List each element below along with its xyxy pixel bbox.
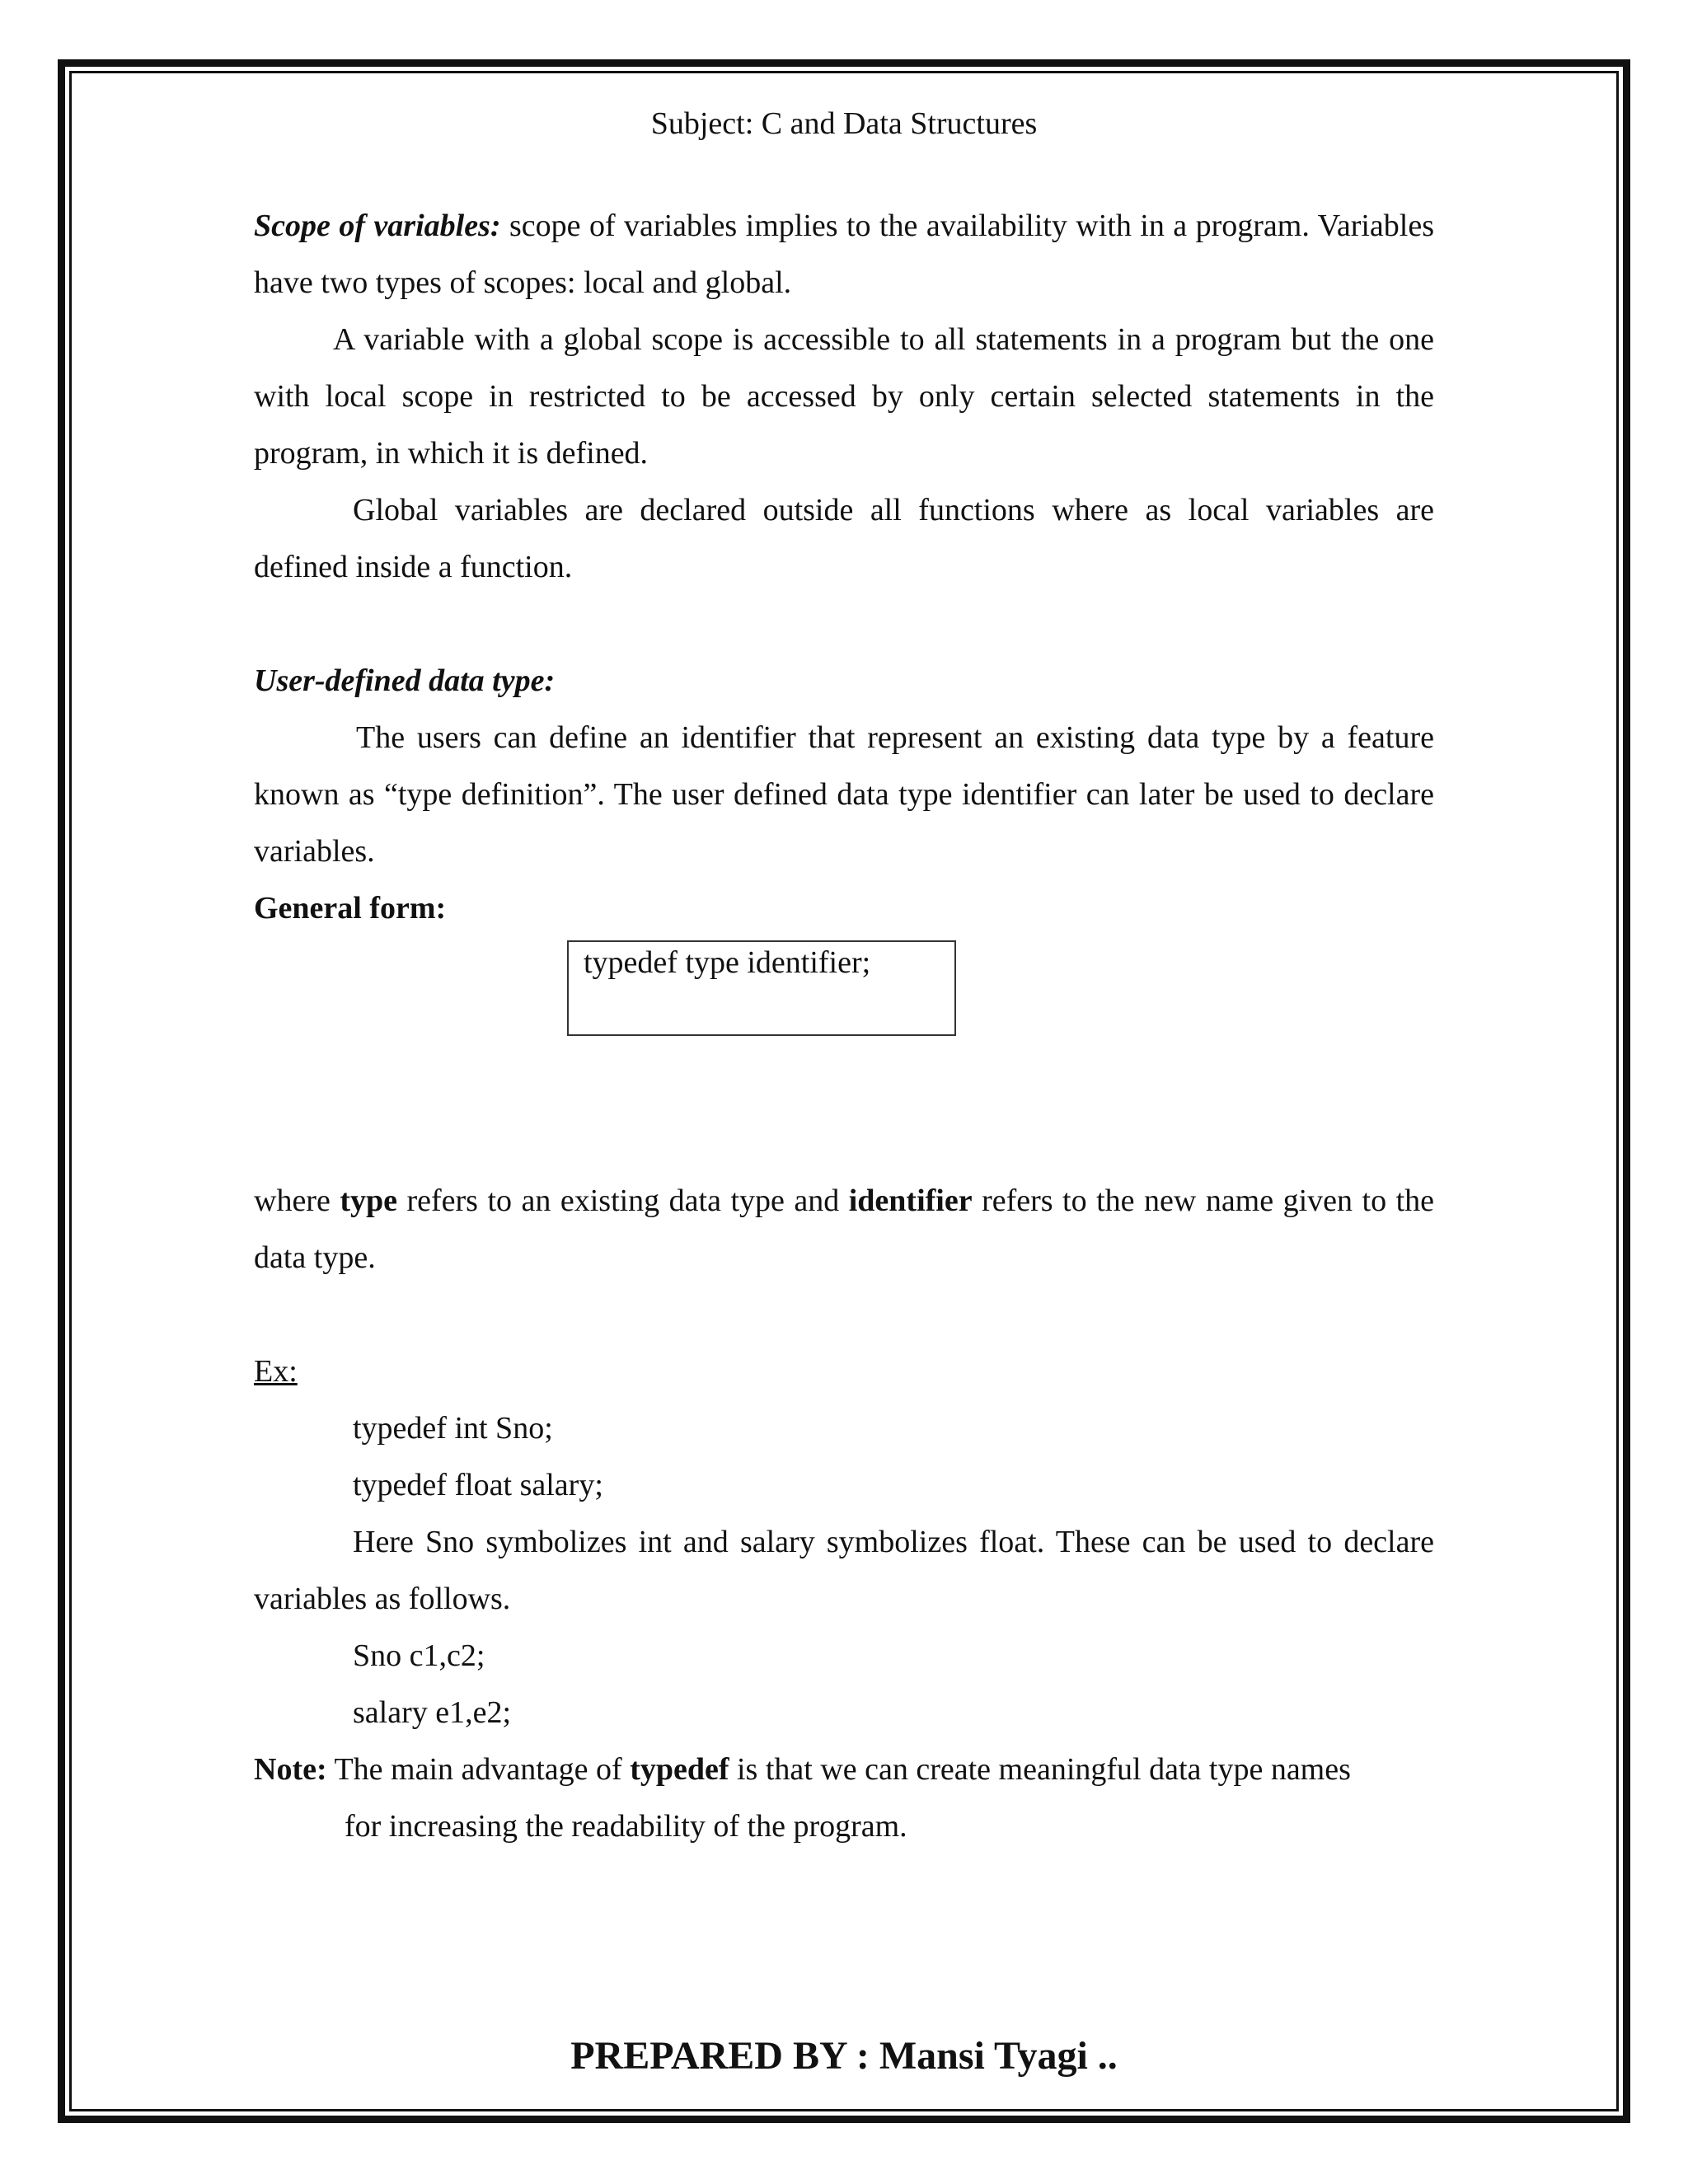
udt-paragraph-1: The users can define an identifier that represent an existing data type by a feature known as “type definition”. The user defined data type identifier can later be used to declare variables. [254, 720, 1434, 869]
where-text-1: where [254, 1183, 340, 1218]
scope-paragraph-1 [254, 198, 1434, 312]
general-form-line [254, 880, 1434, 937]
scope-intro-text: scope of variables implies to the availability with in a program. Variables have two types of scopes: local and global. [254, 209, 1434, 300]
example-label: Ex: [254, 1354, 298, 1389]
note-text-2: is that we can create meaningful data type names [729, 1752, 1351, 1787]
where-identifier-keyword: identifier [848, 1183, 973, 1218]
example-code-1: typedef int Sno; [353, 1411, 553, 1446]
scope-paragraph-3: Global variables are declared outside all functions where as local variables are defined inside a function. [254, 493, 1434, 584]
where-text-2: refers to an existing data type and [396, 1183, 849, 1218]
prepared-by-footer: PREPARED BY : Mansi Tyagi .. [570, 2034, 1118, 2078]
note-paragraph [254, 1741, 1434, 1798]
spacer [254, 1286, 1434, 1343]
where-text-3: refers to the new name given to the data type. [254, 1183, 1434, 1275]
note-continuation: for increasing the readability of the program. [345, 1809, 907, 1844]
page-header: Subject: C and Data Structures [650, 106, 1038, 141]
where-paragraph [254, 1173, 1434, 1286]
general-form-box [567, 940, 956, 1036]
example-label-line [254, 1343, 1434, 1400]
udt-heading-line [254, 653, 1434, 710]
document-body [254, 198, 1434, 1855]
note-keyword: typedef [630, 1752, 729, 1787]
example-code-2: typedef float salary; [353, 1468, 603, 1502]
example-code-4: salary e1,e2; [353, 1695, 512, 1730]
note-label: Note: [254, 1752, 327, 1787]
general-form-code: typedef type identifier; [584, 945, 871, 980]
example-code-3: Sno c1,c2; [353, 1638, 485, 1673]
general-form-label: General form: [254, 891, 447, 926]
scope-paragraph-2: A variable with a global scope is accessible to all statements in a program but the one with local scope in restricted to be accessed by only certain selected statements in the program, in which it is defined. [254, 322, 1434, 471]
scope-heading: Scope of variables: [254, 209, 501, 243]
spacer [254, 596, 1434, 653]
udt-heading: User-defined data type: [254, 663, 556, 698]
where-type-keyword: type [340, 1183, 397, 1218]
spacer [254, 1036, 1434, 1173]
example-explanation: Here Sno symbolizes int and salary symbolizes float. These can be used to declare variables as follows. [254, 1525, 1434, 1616]
note-text-1: The main advantage of [326, 1752, 631, 1787]
